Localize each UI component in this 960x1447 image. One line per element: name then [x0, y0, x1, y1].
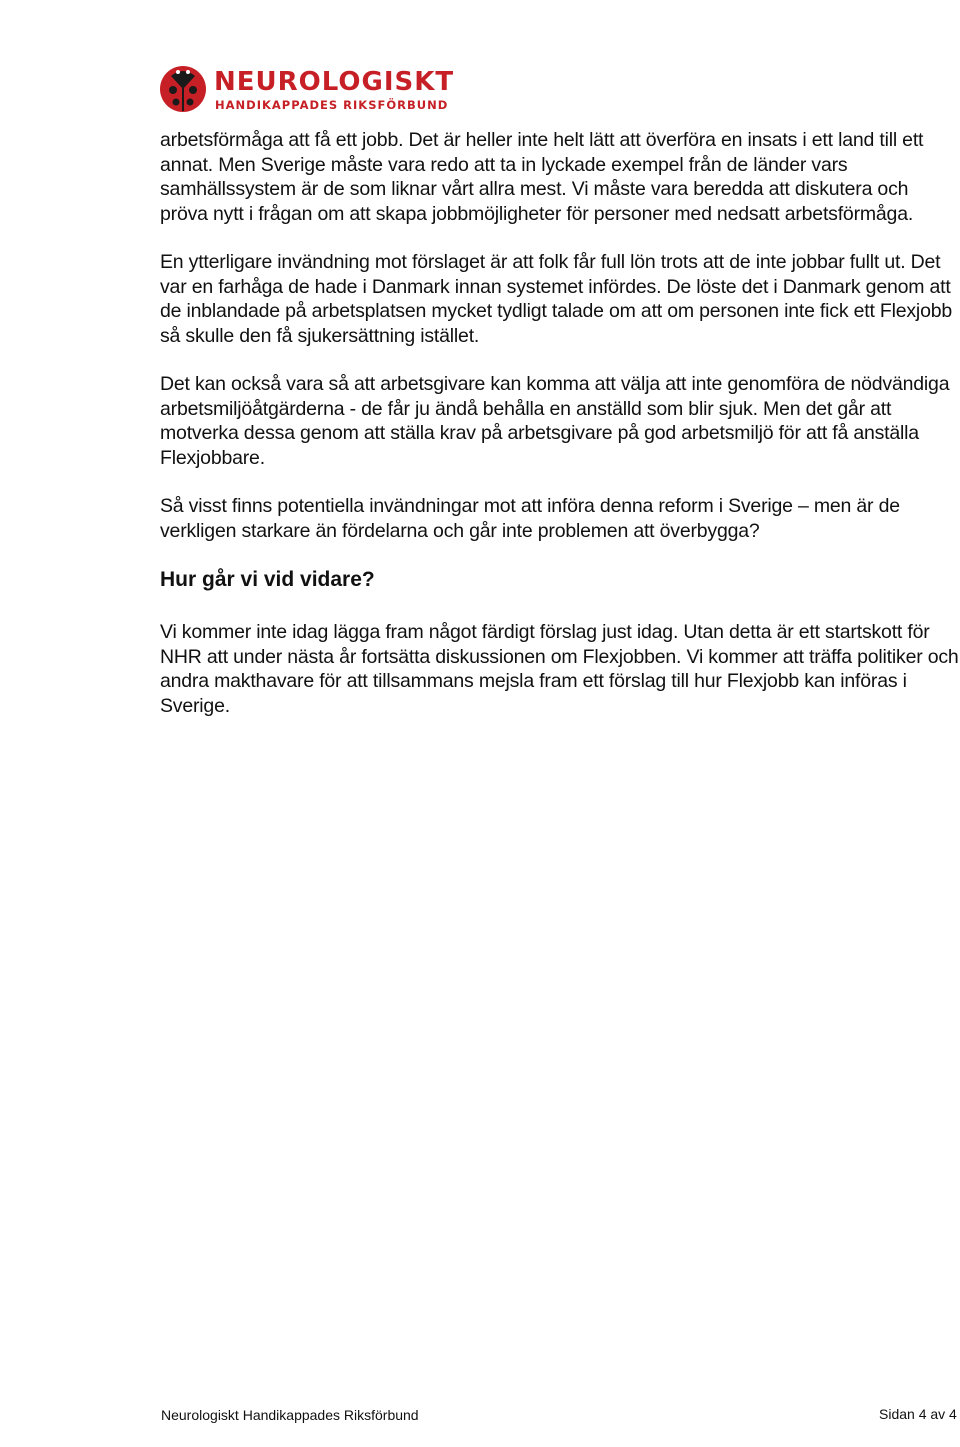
- paragraph-4: Så visst finns potentiella invändningar mot att införa denna reform i Sverige – men är de verkligen starkare än fördelarna och går inte problemen att överbygga?: [160, 495, 900, 542]
- section-heading: Hur går vi vid vidare?: [160, 568, 375, 591]
- paragraph-3: Det kan också vara så att arbetsgivare kan komma att välja att inte genomföra de nödvändiga arbetsmiljöåtgärderna - de får ju ändå behålla en anställd som blir sjuk. Men det går att motverka dessa genom att ställa krav på arbetsgivare på god arbetsmiljö för att få anställa Flexjobbare.: [160, 373, 950, 469]
- logo-title: NEUROLOGISKT: [214, 67, 455, 97]
- closing-paragraph: Vi kommer inte idag lägga fram något färdigt förslag just idag. Utan detta är ett startskott för NHR att under nästa år fortsätta diskussionen om Flexjobben. Vi kommer att träffa politiker och andra makthavare för att tillsammans mejsla fram ett förslag till hur Flexjobb kan införas i Sverige.: [160, 621, 959, 717]
- paragraph-1: arbetsförmåga att få ett jobb. Det är heller inte helt lätt att överföra en insats i ett land till ett annat. Men Sverige måste vara redo att ta in lyckade exempel från de länder vars samhällssystem är de som liknar vårt allra mest. Vi måste vara beredda att diskutera och pröva nytt i frågan om att skapa jobbmöjligheter för personer med nedsatt arbetsförmåga.: [160, 129, 924, 225]
- footer-organization: Neurologiskt Handikappades Riksförbund: [161, 1407, 419, 1423]
- organization-logo: [158, 64, 478, 116]
- footer-page-number: Sidan 4 av 4: [879, 1406, 957, 1422]
- ladybug-icon: [158, 64, 208, 114]
- logo-subtitle: HANDIKAPPADES RIKSFÖRBUND: [215, 98, 449, 112]
- document-body: [160, 128, 960, 742]
- paragraph-2: En ytterligare invändning mot förslaget är att folk får full lön trots att de inte jobbar fullt ut. Det var en farhåga de hade i Danmark innan systemet infördes. De löste det i Danmark genom att de inblandade på arbetsplatsen mycket tydligt talade om att om personen inte fick ett Flexjobb så skulle den få sjukersättning istället.: [160, 251, 953, 347]
